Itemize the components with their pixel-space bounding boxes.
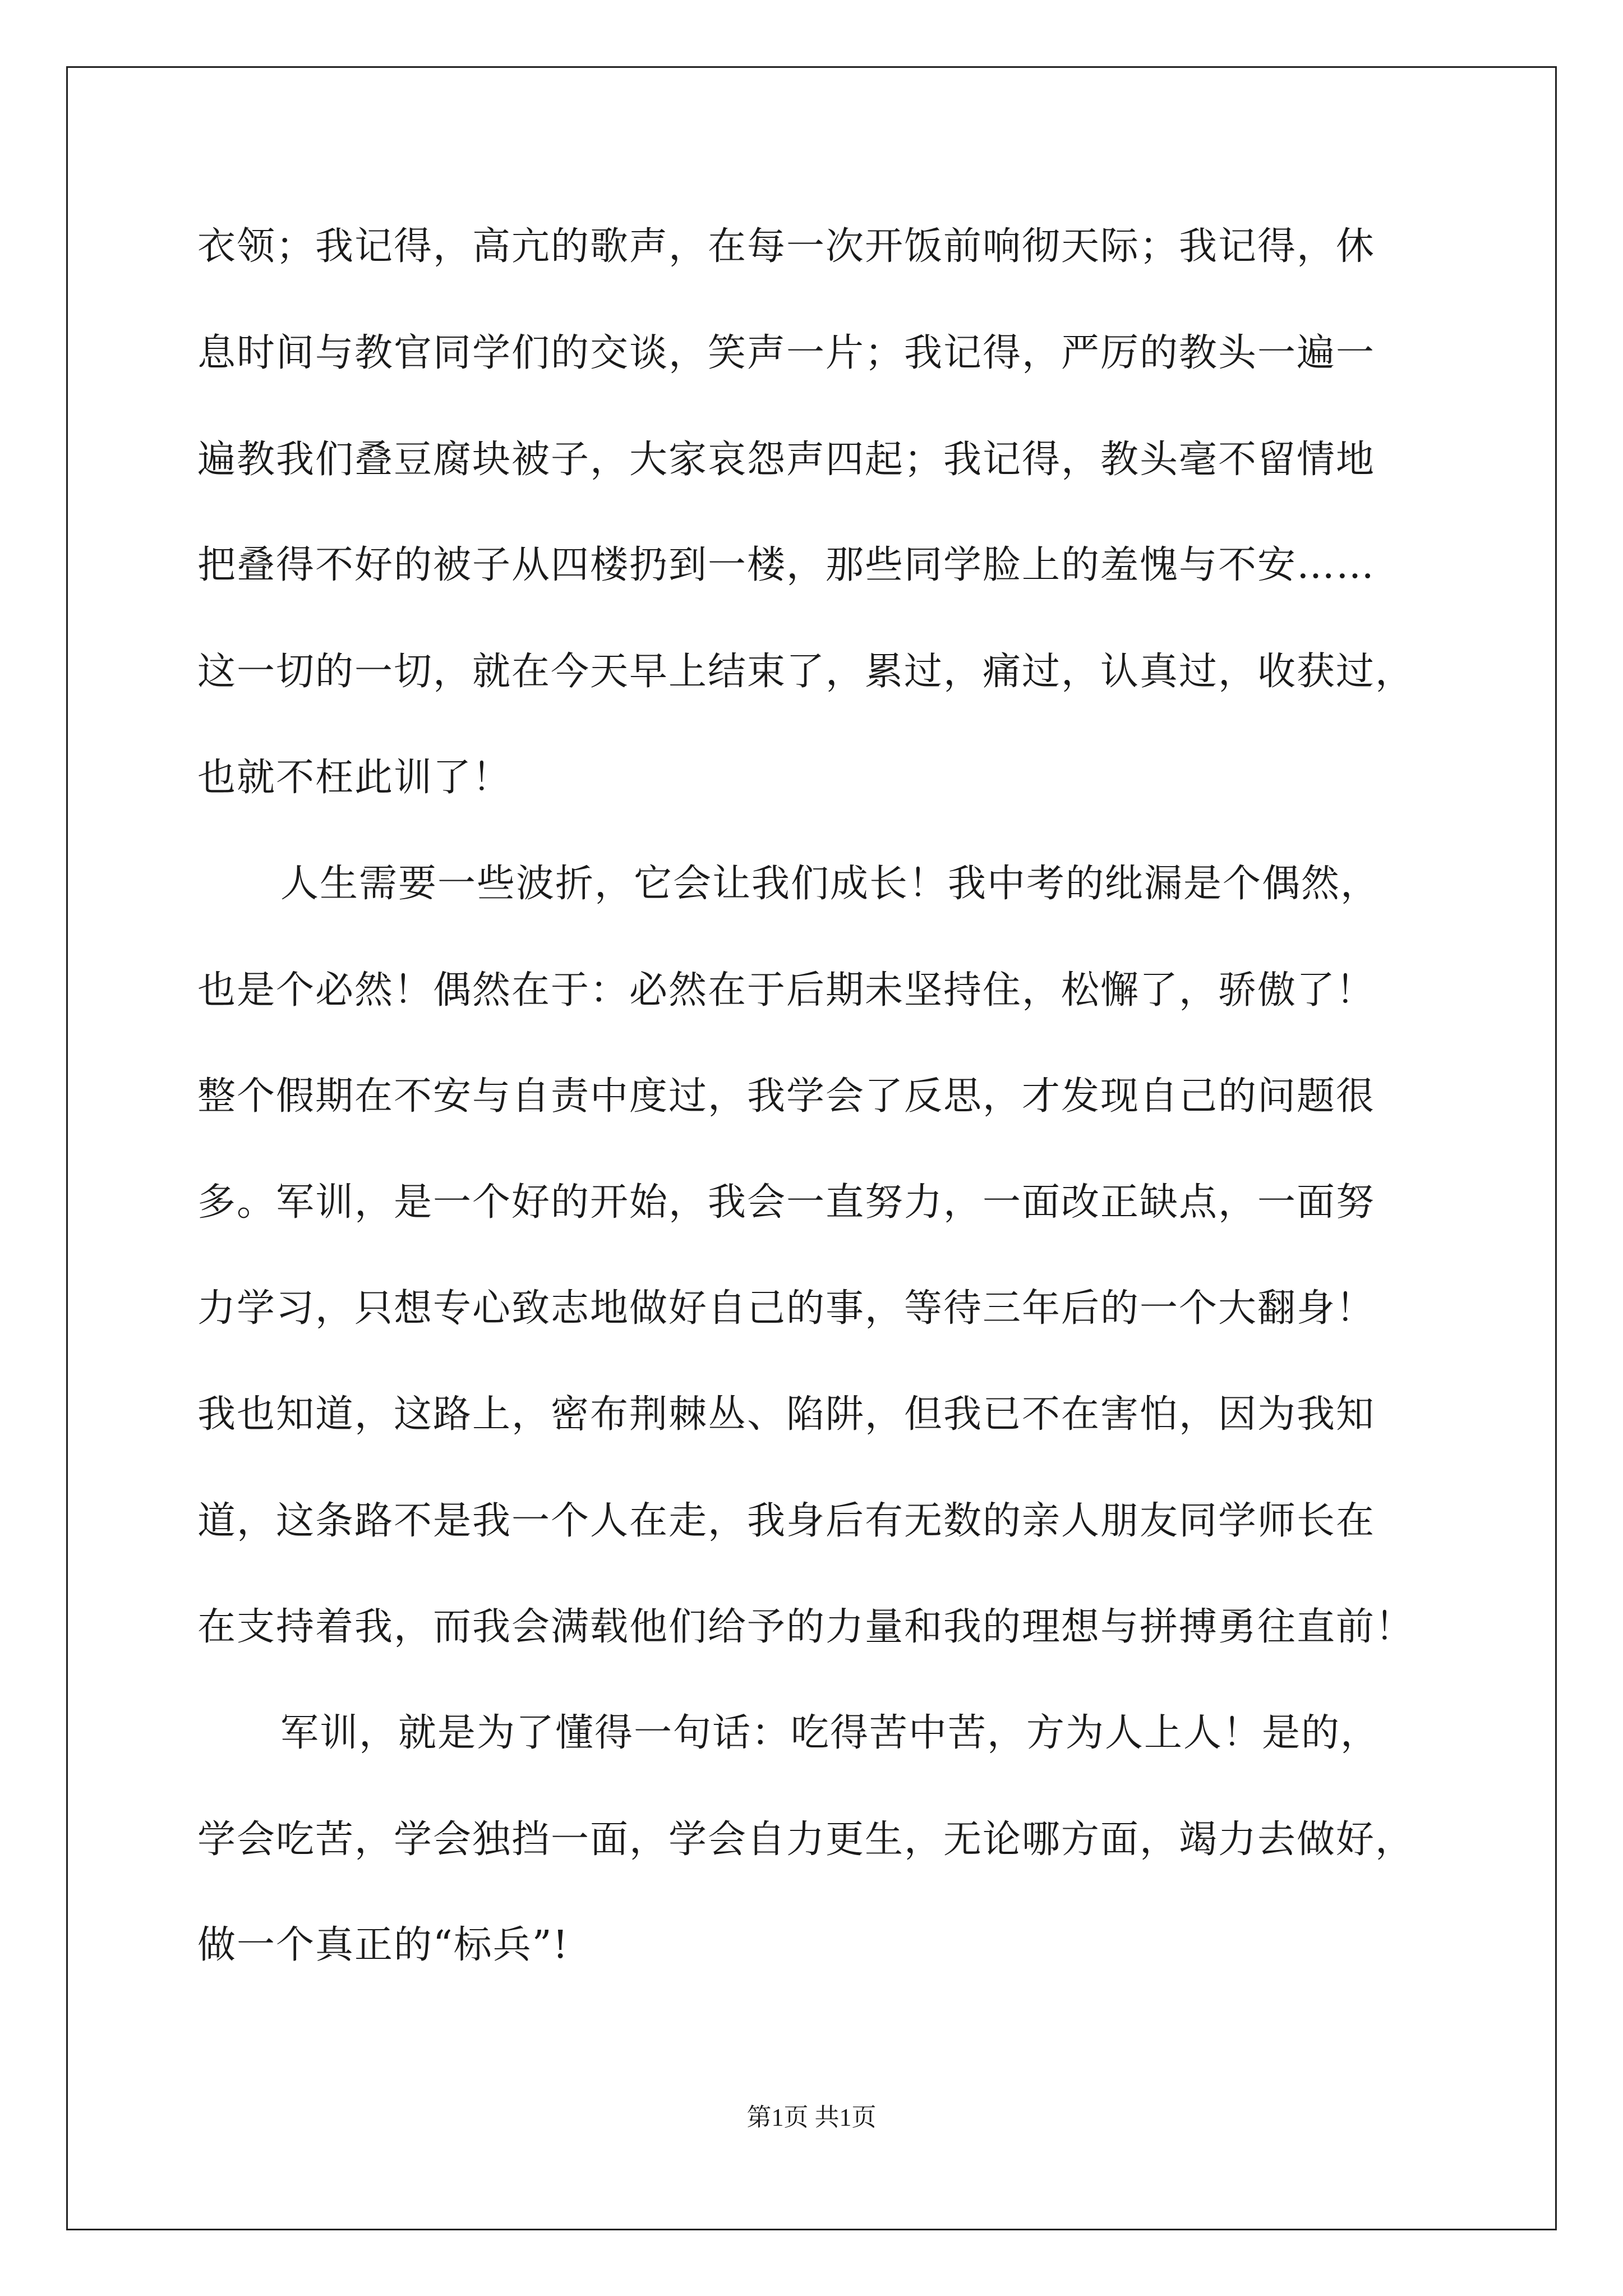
text-line: 我也知道，这路上，密布荆棘丛、陷阱，但我已不在害怕，因为我知 (197, 1392, 1376, 1437)
text-line: 这一切的一切，就在今天早上结束了，累过，痛过，认真过，收获过， (197, 650, 1415, 694)
page-border (66, 66, 1557, 2230)
text-line: 也是个必然！偶然在于：必然在于后期未坚持住，松懈了，骄傲了！ (197, 968, 1376, 1013)
text-line: 道，这条路不是我一个人在走，我身后有无数的亲人朋友同学师长在 (197, 1499, 1376, 1543)
text-line: 整个假期在不安与自责中度过，我学会了反思，才发现自己的问题很 (197, 1074, 1376, 1119)
text-line: 也就不枉此训了！ (197, 756, 512, 800)
page-number-footer: 第1页 共1页 (746, 2104, 877, 2131)
paragraph-first-line: 军训，就是为了懂得一句话：吃得苦中苦，方为人上人！是的， (280, 1711, 1380, 1755)
text-line: 息时间与教官同学们的交谈，笑声一片；我记得，严厉的教头一遍一 (197, 331, 1376, 375)
text-line: 做一个真正的“标兵”! (197, 1923, 569, 1967)
text-line: 力学习，只想专心致志地做好自己的事，等待三年后的一个大翻身！ (197, 1286, 1376, 1331)
text-line: 学会吃苦，学会独挡一面，学会自力更生，无论哪方面，竭力去做好， (197, 1818, 1415, 1862)
text-line: 在支持着我，而我会满载他们给予的力量和我的理想与拼搏勇往直前！ (197, 1605, 1415, 1649)
text-line: 把叠得不好的被子从四楼扔到一楼，那些同学脸上的羞愧与不安…… (197, 543, 1376, 587)
text-line: 衣领；我记得，高亢的歌声，在每一次开饭前响彻天际；我记得，休 (197, 224, 1376, 269)
text-line: 多。军训，是一个好的开始，我会一直努力，一面改正缺点，一面努 (197, 1180, 1376, 1225)
text-line: 遍教我们叠豆腐块被子，大家哀怨声四起；我记得，教头毫不留情地 (197, 438, 1376, 482)
paragraph-first-line: 人生需要一些波折，它会让我们成长！我中考的纰漏是个偶然， (280, 862, 1380, 906)
